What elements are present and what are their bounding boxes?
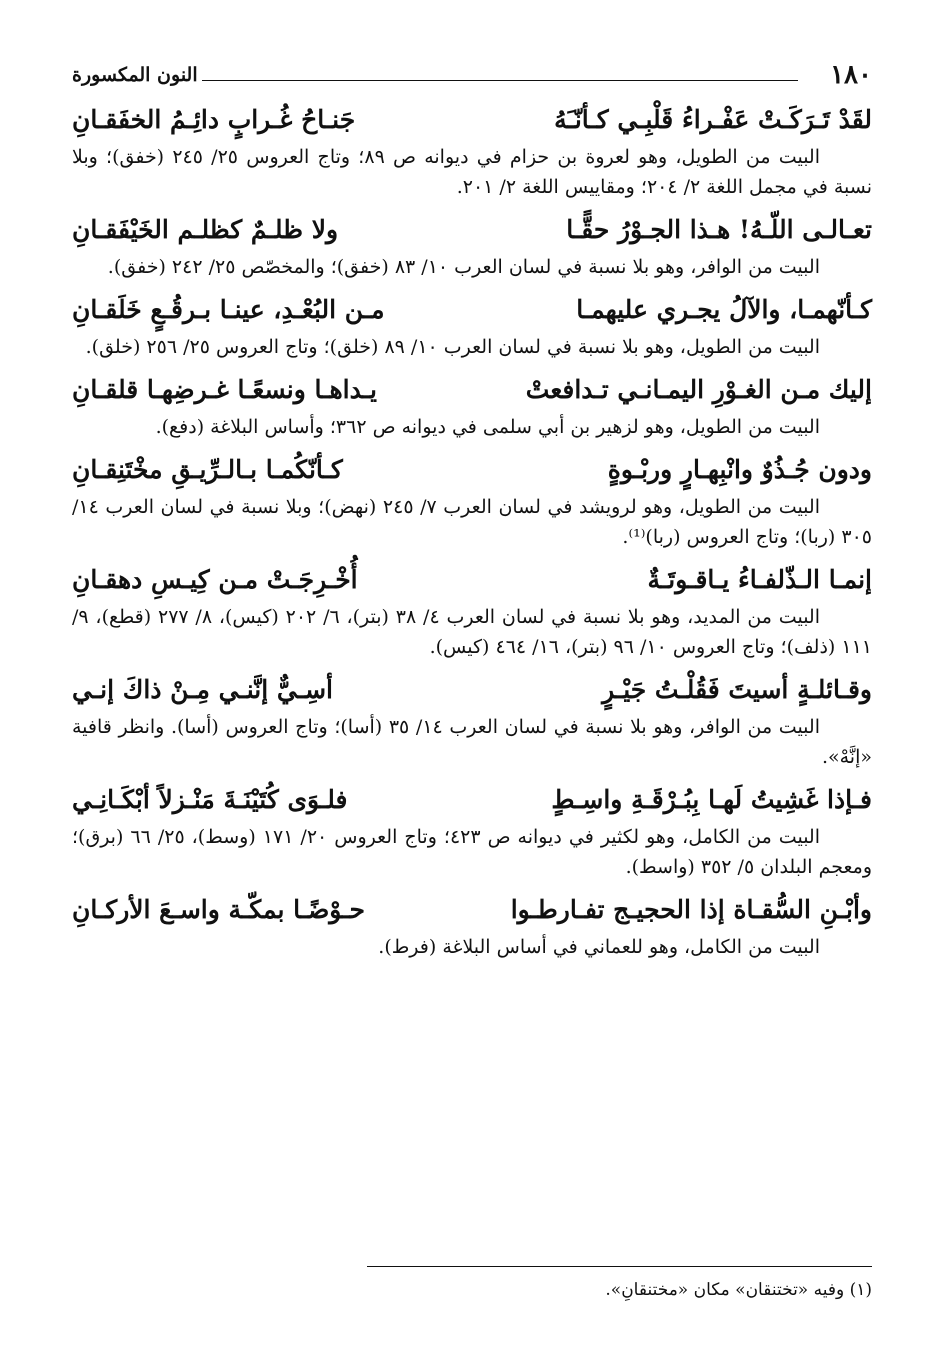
verse-line xyxy=(72,558,872,602)
verse-note: البيت من المديد، وهو بلا نسبة في لسان العرب ٤/ ٣٨ (بتر)، ٦/ ٢٠٢ (كيس)، ٨/ ٢٧٧ (قطع)، ٩/ ١١١ (ذلف)؛ وتاج العروس ١٠/ ٩٦ (بتر)، ١٦/ ٤٦٤ (كيس). xyxy=(72,606,872,658)
book-page xyxy=(72,58,872,968)
verse-line xyxy=(72,288,872,332)
second-hemistich: جَنـاحُ غُـرابٍ دائِـمُ الخفَقـانِ xyxy=(72,105,356,134)
first-hemistich: وقـائلـةٍ أسيتَ فَقُلْـتُ جَيْـرٍ xyxy=(602,675,872,704)
verse-line xyxy=(72,778,872,822)
footnote: (١) وفيه «تختنقان» مكان «مختنقانِ». xyxy=(605,1280,872,1300)
verse-note: البيت من الطويل، وهو بلا نسبة في لسان العرب ١٠/ ٨٩ (خلق)؛ وتاج العروس ٢٥/ ٢٥٦ (خلق). xyxy=(85,336,820,358)
verse-note: البيت من الطويل، وهو لرويشد في لسان العرب ٧/ ٢٤٥ (نهض)؛ وبلا نسبة في لسان العرب ١٤/ ٣٠٥ (ربا)؛ وتاج العروس (ربا)⁽¹⁾. xyxy=(72,496,872,548)
first-hemistich: ودون جُـذُوٌ وانْبِهـارٍ وربْـوةٍ xyxy=(607,455,872,484)
verse-line xyxy=(72,668,872,712)
chapter-title: النون المكسورة xyxy=(72,64,198,86)
verse-entry xyxy=(72,888,872,962)
verse-note: البيت من الطويل، وهو لعروة بن حزام في ديوانه ص ٨٩؛ وتاج العروس ٢٥/ ٢٤٥ (خفق)؛ وبلا نسبة في مجمل اللغة ٢/ ٢٠٤؛ ومقاييس اللغة ٢/ ٢٠١. xyxy=(72,146,872,198)
verse-note: البيت من الوافر، وهو بلا نسبة في لسان العرب ١٠/ ٨٣ (خفق)؛ والمخصّص ٢٥/ ٢٤٢ (خفق). xyxy=(107,256,820,278)
verse-line xyxy=(72,368,872,412)
verse-line xyxy=(72,888,872,932)
verse-entry xyxy=(72,668,872,772)
first-hemistich: إنمـا الـذّلفـاءُ يـاقـوتَـةٌ xyxy=(647,565,872,594)
verse-entry xyxy=(72,208,872,282)
verse-line xyxy=(72,98,872,142)
first-hemistich: تعـالـى اللّـهُ! هـذا الجـوْرُ حقًّـا xyxy=(566,215,872,244)
second-hemistich: كـأنّكُمـا بـالـرِّيـقِ مخْتَنِقـانِ xyxy=(72,455,343,484)
first-hemistich: وأبْـنِ السُّقـاة إذا الحجيـج تفـارطـوا xyxy=(510,895,872,924)
second-hemistich: أسِـيٌّ إنَّنـي مِـنْ ذاكَ إنـي xyxy=(72,675,333,704)
verse-entry xyxy=(72,448,872,552)
verse-note: البيت من الكامل، وهو لكثير في ديوانه ص ٤٢٣؛ وتاج العروس ٢٠/ ١٧١ (وسط)، ٢٥/ ٦٦ (برق)؛ ومعجم البلدان ٥/ ٣٥٢ (واسط). xyxy=(72,826,872,878)
first-hemistich: لقَدْ تَـرَكَـتْ عَفْـراءُ قَلْبِـي كـأنّـَهُ xyxy=(554,105,872,134)
page-header xyxy=(72,58,872,98)
header-rule xyxy=(202,80,798,81)
verse-entry xyxy=(72,558,872,662)
second-hemistich: مـن البُعْـدِ، عينـا بـرقُـعٍ خَلَقـانِ xyxy=(72,295,385,324)
second-hemistich: أُخْـرِجَـتْ مـن كِيـسِ دهقـانِ xyxy=(72,565,358,594)
page-number: ١٨٠ xyxy=(830,60,872,90)
verse-entry xyxy=(72,778,872,882)
verse-note: البيت من الكامل، وهو للعماني في أساس البلاغة (فرط). xyxy=(378,936,820,958)
verse-note: البيت من الوافر، وهو بلا نسبة في لسان العرب ١٤/ ٣٥ (أسا)؛ وتاج العروس (أسا). وانظر قافية «إنَّهْ». xyxy=(72,716,872,768)
second-hemistich: يـداهـا ونسعًـا غـرضِهـا قلقـانِ xyxy=(72,375,377,404)
verse-entry xyxy=(72,98,872,202)
second-hemistich: فلـوَى كُتَيْنَـةَ مَنْـزلاً أبْكَـانِـي xyxy=(72,785,348,814)
first-hemistich: فـإذا غَشِيتُ لَهـا بِبُـرْقَـةِ واسِـطٍ xyxy=(551,785,872,814)
footnote-rule xyxy=(367,1266,872,1267)
verse-entry xyxy=(72,288,872,362)
verse-note: البيت من الطويل، وهو لزهير بن أبي سلمى في ديوانه ص ٣٦٢؛ وأساس البلاغة (دفع). xyxy=(155,416,820,438)
first-hemistich: كـأنّهمـا، والآلُ يجـري عليهمـا xyxy=(576,295,872,324)
verse-line xyxy=(72,208,872,252)
first-hemistich: إليك مـن الغـوْرِ اليمـانـي تـدافعتْ xyxy=(525,375,872,404)
verse-entry xyxy=(72,368,872,442)
second-hemistich: حـوْضًـا بمكّـة واسـعَ الأركـانِ xyxy=(72,895,365,924)
verse-line xyxy=(72,448,872,492)
second-hemistich: ولا ظلـمٌ كظلـم الخَيْفَقـانِ xyxy=(72,215,339,244)
